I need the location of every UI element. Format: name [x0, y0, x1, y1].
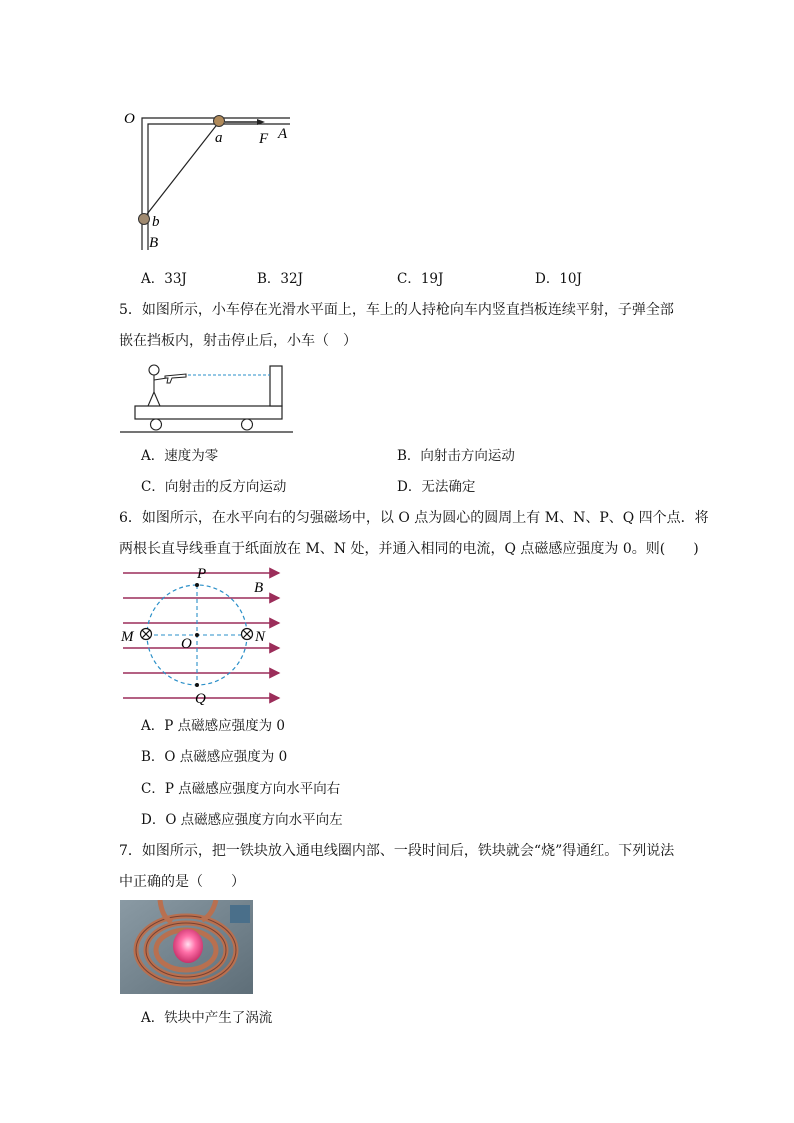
label-O: O: [124, 111, 135, 127]
label-N: N: [255, 629, 266, 645]
q4-option-c[interactable]: C．19J: [397, 271, 444, 287]
q7-photo: [120, 900, 253, 994]
q6-option-a[interactable]: A．P 点磁感应强度为 0: [141, 718, 286, 734]
label-Q: Q: [195, 691, 206, 705]
q6-figure: [115, 563, 290, 705]
q5-option-d[interactable]: D．无法确定: [397, 479, 476, 495]
label-B: B: [254, 580, 264, 596]
q6-option-d[interactable]: D．O 点磁感应强度方向水平向左: [141, 812, 343, 828]
q4-option-d[interactable]: D．10J: [535, 271, 582, 287]
label-a: a: [215, 130, 223, 146]
q7-option-a[interactable]: A．铁块中产生了涡流: [141, 1010, 273, 1026]
label-A: A: [278, 126, 288, 142]
q5-figure: [120, 360, 295, 435]
q5-option-c[interactable]: C．向射击的反方向运动: [141, 479, 287, 495]
label-P: P: [197, 566, 207, 582]
q4-option-b[interactable]: B．32J: [257, 271, 304, 287]
q5-stem-line2: 嵌在挡板内，射击停止后，小车（ ）: [119, 333, 357, 349]
q6-option-c[interactable]: C．P 点磁感应强度方向水平向右: [141, 781, 341, 797]
wire-M: [141, 629, 152, 640]
label-B: B: [149, 235, 159, 251]
q4-figure: [115, 105, 300, 255]
q6-option-b[interactable]: B．O 点磁感应强度为 0: [141, 749, 288, 765]
q6-stem-line1: 6．如图所示，在水平向右的匀强磁场中，以 O 点为圆心的圆周上有 M、N、P、Q 四个点．将: [119, 510, 709, 526]
q7-stem-line2: 中正确的是（ ）: [119, 874, 245, 890]
q6-stem-line2: 两根长直导线垂直于纸面放在 M、N 处，并通入相同的电流，Q 点磁感应强度为 0。则( ): [119, 541, 699, 557]
wire-N: [242, 629, 253, 640]
q7-stem-line1: 7．如图所示，把一铁块放入通电线圈内部、一段时间后，铁块就会“烧”得通红。下列说法: [119, 843, 675, 859]
q5-option-b[interactable]: B．向射击方向运动: [397, 448, 515, 464]
ball-a: [214, 116, 225, 127]
label-M: M: [121, 629, 134, 645]
label-F: F: [259, 131, 269, 147]
q4-option-a[interactable]: A．33J: [141, 271, 187, 287]
q5-option-a[interactable]: A．速度为零: [141, 448, 219, 464]
q5-stem-line1: 5．如图所示，小车停在光滑水平面上，车上的人持枪向车内竖直挡板连续平射，子弹全部: [119, 302, 674, 318]
label-b: b: [152, 214, 160, 230]
ball-b: [139, 214, 150, 225]
label-O: O: [181, 636, 192, 652]
